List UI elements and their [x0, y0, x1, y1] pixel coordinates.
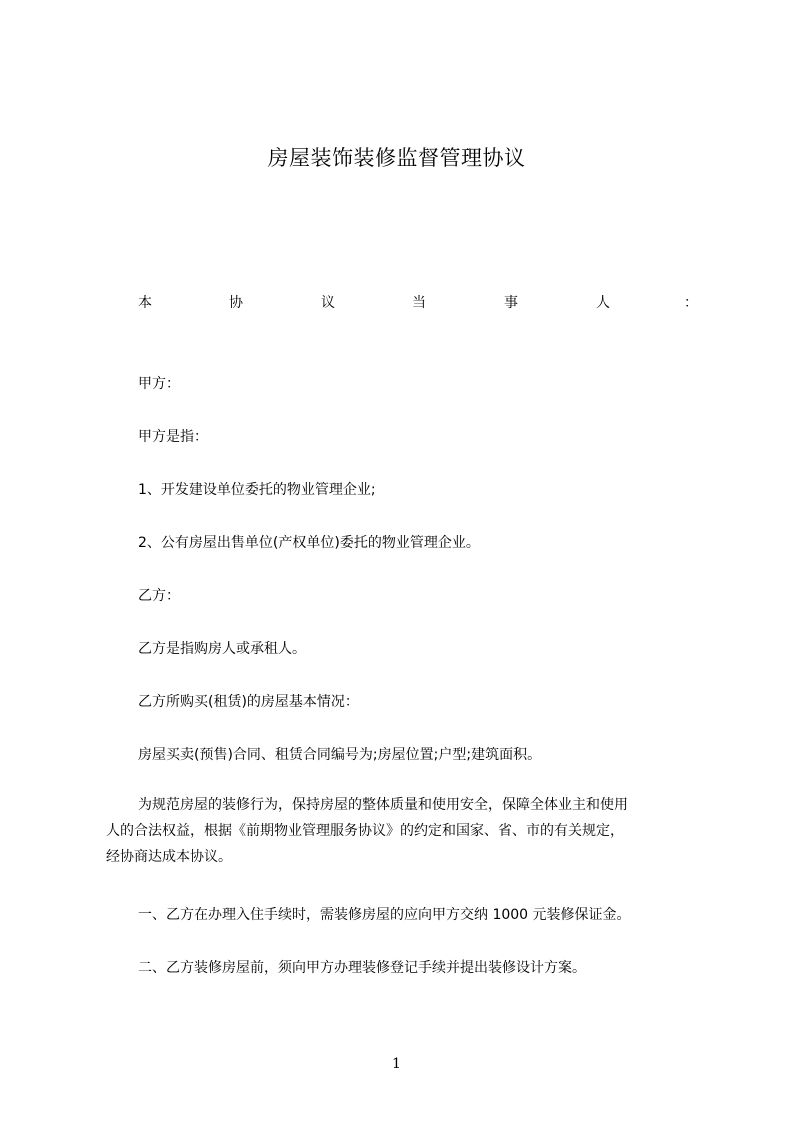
party-a-item-1: 1、开发建设单位委托的物业管理企业; — [138, 482, 376, 498]
parties-heading-char: 当 — [412, 295, 426, 311]
parties-heading-char: 议 — [321, 295, 335, 311]
purpose-paragraph-line: 人的合法权益，根据《前期物业管理服务协议》的约定和国家、省、市的有关规定， — [106, 823, 624, 839]
parties-heading — [138, 292, 698, 312]
party-b-line: 乙方： — [138, 588, 180, 604]
purpose-paragraph-line: 经协商达成本协议。 — [106, 849, 232, 865]
clause-1: 一、乙方在办理入住手续时，需装修房屋的应向甲方交纳 1000 元装修保证金。 — [138, 907, 631, 923]
house-info-line: 乙方所购买(租赁)的房屋基本情况： — [138, 694, 359, 710]
parties-heading-char: 事 — [504, 295, 518, 311]
party-b-definition: 乙方是指购房人或承租人。 — [138, 641, 306, 657]
parties-heading-char: 协 — [229, 295, 243, 311]
clause-2: 二、乙方装修房屋前，须向甲方办理装修登记手续并提出装修设计方案。 — [138, 960, 586, 976]
parties-heading-char: ： — [684, 295, 698, 311]
document-title: 房屋装饰装修监督管理协议 — [267, 146, 526, 170]
purpose-paragraph — [106, 792, 706, 870]
parties-heading-char: 本 — [138, 295, 152, 311]
purpose-paragraph-line: 为规范房屋的装修行为，保持房屋的整体质量和使用安全，保障全体业主和使用 — [124, 797, 628, 813]
parties-heading-char: 人 — [596, 295, 610, 311]
party-a-line: 甲方： — [138, 376, 180, 392]
page-number: 1 — [392, 1056, 401, 1072]
party-a-definition: 甲方是指： — [138, 429, 208, 445]
party-a-item-2: 2、公有房屋出售单位(产权单位)委托的物业管理企业。 — [138, 535, 480, 551]
house-detail-line: 房屋买卖(预售)合同、租赁合同编号为;房屋位置;户型;建筑面积。 — [138, 747, 542, 763]
